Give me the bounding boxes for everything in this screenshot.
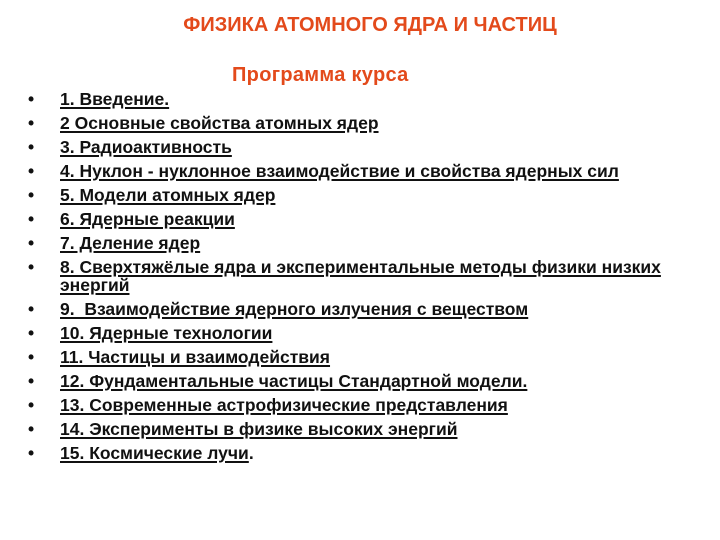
topic-item (28, 444, 698, 462)
topic-item (28, 186, 698, 204)
topic-link-6[interactable]: 6. Ядерные реакции (60, 209, 235, 229)
topic-link-13[interactable]: 13. Современные астрофизические представления (60, 395, 508, 415)
bullet-icon: • (28, 323, 35, 343)
topic-item (28, 396, 698, 414)
topic-item (28, 258, 698, 294)
topic-suffix: . (248, 443, 254, 463)
bullet-icon: • (28, 161, 35, 181)
topic-item (28, 90, 698, 108)
bullet-icon: • (28, 233, 35, 253)
bullet-icon: • (28, 257, 35, 277)
topic-link-1[interactable]: 1. Введение. (60, 89, 170, 109)
topic-item (28, 324, 698, 342)
slide-subtitle: Программа курса (232, 64, 409, 86)
topic-item (28, 114, 698, 132)
topic-link-15[interactable]: 15. Космические лучи (60, 443, 249, 463)
bullet-icon: • (28, 185, 35, 205)
slide-title: ФИЗИКА АТОМНОГО ЯДРА И ЧАСТИЦ (183, 14, 557, 36)
topic-item (28, 372, 698, 390)
topic-link-12[interactable]: 12. Фундаментальные частицы Стандартной модели. (60, 371, 528, 391)
topic-item (28, 300, 698, 318)
topic-link-11[interactable]: 11. Частицы и взаимодействия (60, 347, 331, 367)
topic-item (28, 162, 698, 180)
topic-item (28, 234, 698, 252)
bullet-icon: • (28, 443, 35, 463)
bullet-icon: • (28, 371, 35, 391)
topic-item (28, 210, 698, 228)
bullet-icon: • (28, 113, 35, 133)
bullet-icon: • (28, 89, 35, 109)
topic-item (28, 420, 698, 438)
topic-link-2[interactable]: 2 Основные свойства атомных ядер (60, 113, 379, 133)
course-topic-list (28, 84, 698, 462)
topic-link-9[interactable]: 9. Взаимодействие ядерного излучения с веществом (60, 299, 529, 319)
topic-link-3[interactable]: 3. Радиоактивность (60, 137, 232, 157)
bullet-icon: • (28, 209, 35, 229)
topic-link-10[interactable]: 10. Ядерные технологии (60, 323, 273, 343)
topic-link-5[interactable]: 5. Модели атомных ядер (60, 185, 276, 205)
topic-item (28, 138, 698, 156)
topic-item (28, 348, 698, 366)
bullet-icon: • (28, 299, 35, 319)
topic-link-8[interactable]: 8. Сверхтяжёлые ядра и экспериментальные методы физики низких энергий (60, 257, 661, 295)
bullet-icon: • (28, 347, 35, 367)
bullet-icon: • (28, 395, 35, 415)
topic-link-14[interactable]: 14. Эксперименты в физике высоких энергий (60, 419, 458, 439)
topic-link-4[interactable]: 4. Нуклон - нуклонное взаимодействие и свойства ядерных сил (60, 161, 619, 181)
bullet-icon: • (28, 137, 35, 157)
topic-link-7[interactable]: 7. Деление ядер (60, 233, 201, 253)
bullet-icon: • (28, 419, 35, 439)
